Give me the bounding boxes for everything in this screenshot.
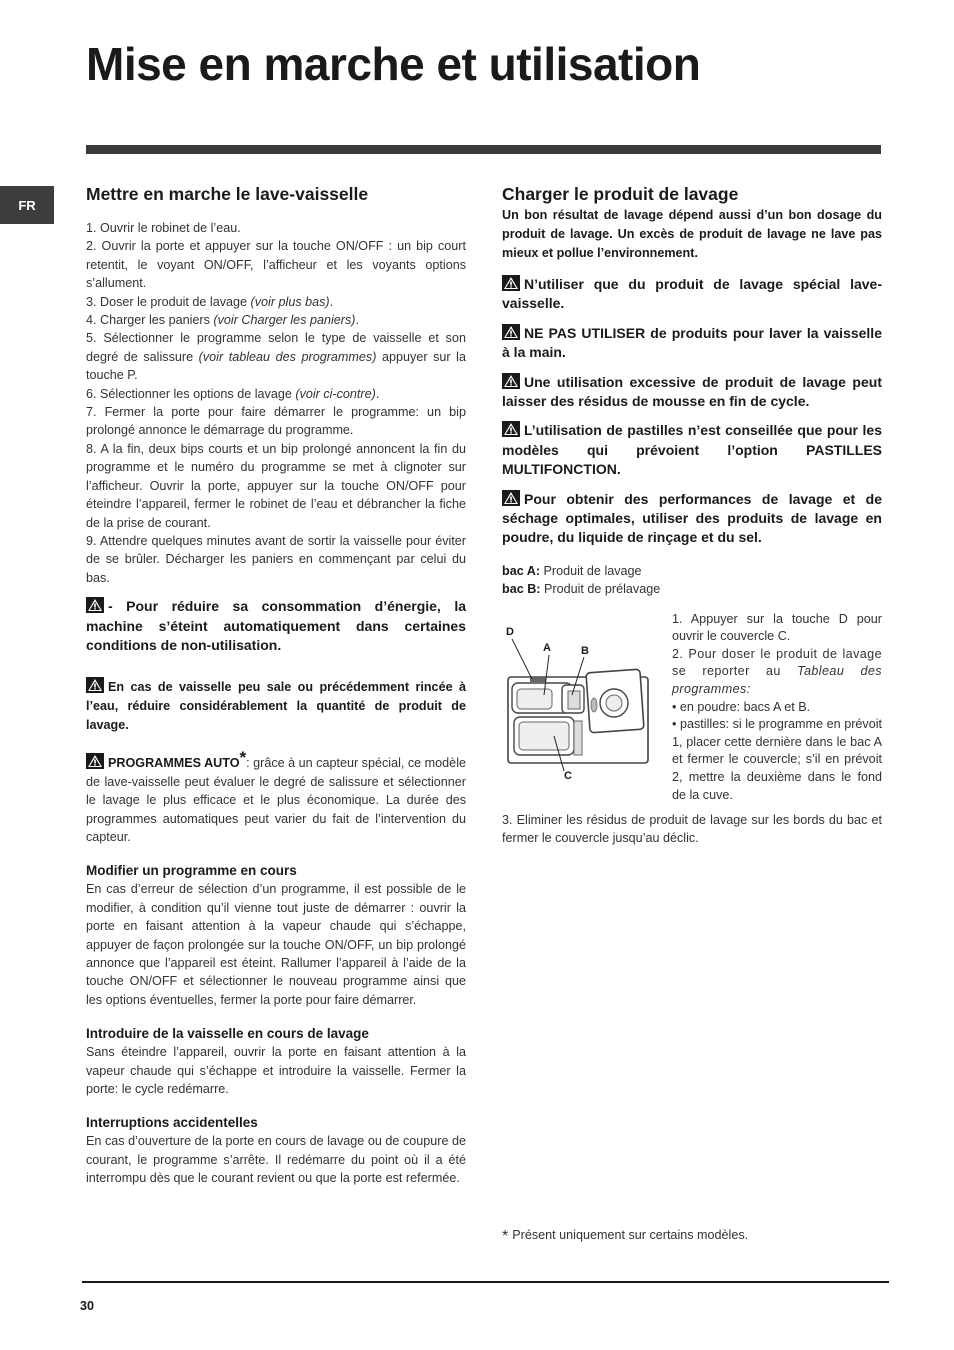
warning-4: L’utilisation de pastilles n’est conseillée que pour les modèles qui prévoient l’option PASTILLES MULTIFONCTION. (502, 422, 882, 478)
section-heading-add-dishes: Introduire de la vaisselle en cours de lavage (86, 1026, 369, 1042)
dispenser-step-2: 2. Pour doser le produit de lavage se reporter au Tableau des programmes: (672, 646, 883, 697)
dispenser-step-1: 1. Appuyer sur la touche D pour ouvrir le couvercle C. (672, 611, 882, 644)
warning-3: Une utilisation excessive de produit de lavage peut laisser des résidus de mousse en fin de cycle. (502, 373, 882, 410)
warning-5: Pour obtenir des performances de lavage et de séchage optimales, utiliser des produits de lavage en poudre, du liquide de rinçage et du sel. (502, 490, 882, 546)
section-heading-detergent: Charger le produit de lavage (502, 184, 739, 204)
warning-energy: - Pour réduire sa consommation d’énergie, la machine s’éteint automatiquement dans certaines conditions de non-utilisation. (86, 598, 466, 653)
right-column (502, 183, 882, 848)
section-heading-interruptions: Interruptions accidentelles (86, 1115, 258, 1131)
dispenser-step-3: 3. Eliminer les résidus de produit de lavage sur les bords du bac et fermer le couvercle jusqu’au déclic. (502, 812, 882, 846)
footer-rule (82, 1281, 889, 1283)
warning-2: NE PAS UTILISER de produits pour laver la vaisselle à la main. (502, 324, 882, 361)
auto-programs-label: PROGRAMMES AUTO (108, 756, 240, 771)
bac-legend (502, 562, 882, 599)
bac-a: bac A: Produit de lavage (502, 563, 642, 578)
step-1: 1. Ouvrir le robinet de l’eau. (86, 221, 241, 235)
language-tab: FR (0, 186, 54, 224)
bac-b: bac B: Produit de prélavage (502, 582, 661, 597)
page-number: 30 (80, 1299, 95, 1313)
section-text-modify: En cas d’erreur de sélection d’un programme, il est possible de le modifier, à condition qu’il vienne tout juste de démarrer : ouvrir la porte en faisant attention à la vapeur chaude qui s’échappe, appuyer de façon prolongée sur la touche ON/OFF, un bip prolongé annonce que l’appareil est éteint. Rallumer l’appareil à l’aide de la touche ON/OFF et sélectionner le nouveau programme ainsi que les options éventuelles, fermer la porte pour faire démarrer. (86, 882, 466, 1007)
step-6: 6. Sélectionner les options de lavage (voir ci-contre). (86, 386, 380, 401)
detergent-dispenser-illustration (502, 621, 652, 781)
step-4: 4. Charger les paniers (voir Charger les paniers). (86, 313, 359, 328)
figure-label-d: D (506, 625, 514, 638)
figure-label-a: A (543, 641, 551, 654)
step-5: 5. Sélectionner le programme selon le type de vaisselle et son degré de salissure (voir tableau des programmes) appuyer sur la touche P. (86, 331, 466, 383)
warning-1: N’utiliser que du produit de lavage spécial lave-vaisselle. (502, 276, 882, 312)
dispenser-instructions (672, 611, 882, 805)
section-heading-start: Mettre en marche le lave-vaisselle (86, 184, 369, 204)
section-heading-modify: Modifier un programme en cours (86, 863, 297, 879)
warning-icon (502, 490, 520, 506)
step-2: 2. Ouvrir la porte et appuyer sur la touche ON/OFF : un bip court retentit, le voyant ON/OFF, l’afficheur et les voyants options s’allument. (86, 239, 466, 291)
auto-star: * (239, 748, 247, 768)
section-text-interruptions: En cas d’ouverture de la porte en cours de lavage ou de coupure de courant, le programme s’arrête. Il redémarre du point où il a été interrompu dès que le courant revient ou que la porte est refermée. (86, 1134, 466, 1186)
page-title: Mise en marche et utilisation (86, 38, 701, 90)
left-column (86, 183, 466, 1188)
step-7: 7. Fermer la porte pour faire démarrer le programme: un bip prolongé annonce le démarrage du programme. (86, 405, 466, 438)
auto-programs: PROGRAMMES AUTO*: grâce à un capteur spécial, ce modèle de lave-vaisselle peut évaluer le degré de salissure et sélectionner le lavage le plus efficace et le plus économique. La durée des programmes automatiques peut varier du fait de l’intervention du capteur. (86, 748, 466, 844)
start-steps (86, 219, 466, 587)
warning-icon (86, 597, 104, 613)
warning-icon (502, 275, 520, 291)
figure-label-b: B (581, 644, 589, 657)
dispenser-step-tablets: • pastilles: si le programme en prévoit 1, placer cette dernière dans le bac A et fermer le couvercle; s’il en prévoit 2, mettre la deuxième dans le fond de la cuve. (672, 717, 882, 802)
warning-icon (86, 753, 104, 769)
footnote: * Présent uniquement sur certains modèles. (502, 1228, 749, 1245)
title-rule (86, 145, 881, 154)
step-8: 8. A la fin, deux bips courts et un bip prolongé annoncent la fin du programme et le numéro du programme se met à clignoter sur l’afficheur. Ouvrir la porte, appuyer sur la touche ON/OFF pour éteindre l’appareil, fermer le robinet de l’eau et débrancher la fiche de la prise de courant. (86, 441, 466, 530)
warning-icon (502, 421, 520, 437)
warning-icon (502, 324, 520, 340)
warning-light-soil: En cas de vaisselle peu sale ou précédemment rincée à l’eau, réduire considérablement la quantité de produit de lavage. (86, 677, 466, 735)
dispenser-section (502, 611, 882, 811)
warning-icon (86, 677, 104, 693)
warning-icon (502, 373, 520, 389)
dispenser-step-powder: • en poudre: bacs A et B. (672, 699, 811, 714)
step-9: 9. Attendre quelques minutes avant de sortir la vaisselle pour éviter de se brûler. Décharger les paniers en commençant par celui du bas. (86, 533, 466, 585)
detergent-intro: Un bon résultat de lavage dépend aussi d’un bon dosage du produit de lavage. Un excès de produit de lavage ne lave pas mieux et pollue l’environnement. (502, 208, 882, 260)
section-text-add-dishes: Sans éteindre l’appareil, ouvrir la porte en faisant attention à la vapeur chaude qui s’échappe et introduire la vaisselle. Fermer la porte: le cycle redémarre. (86, 1045, 466, 1097)
figure-label-c: C (564, 769, 572, 781)
step-3: 3. Doser le produit de lavage (voir plus bas). (86, 294, 334, 309)
